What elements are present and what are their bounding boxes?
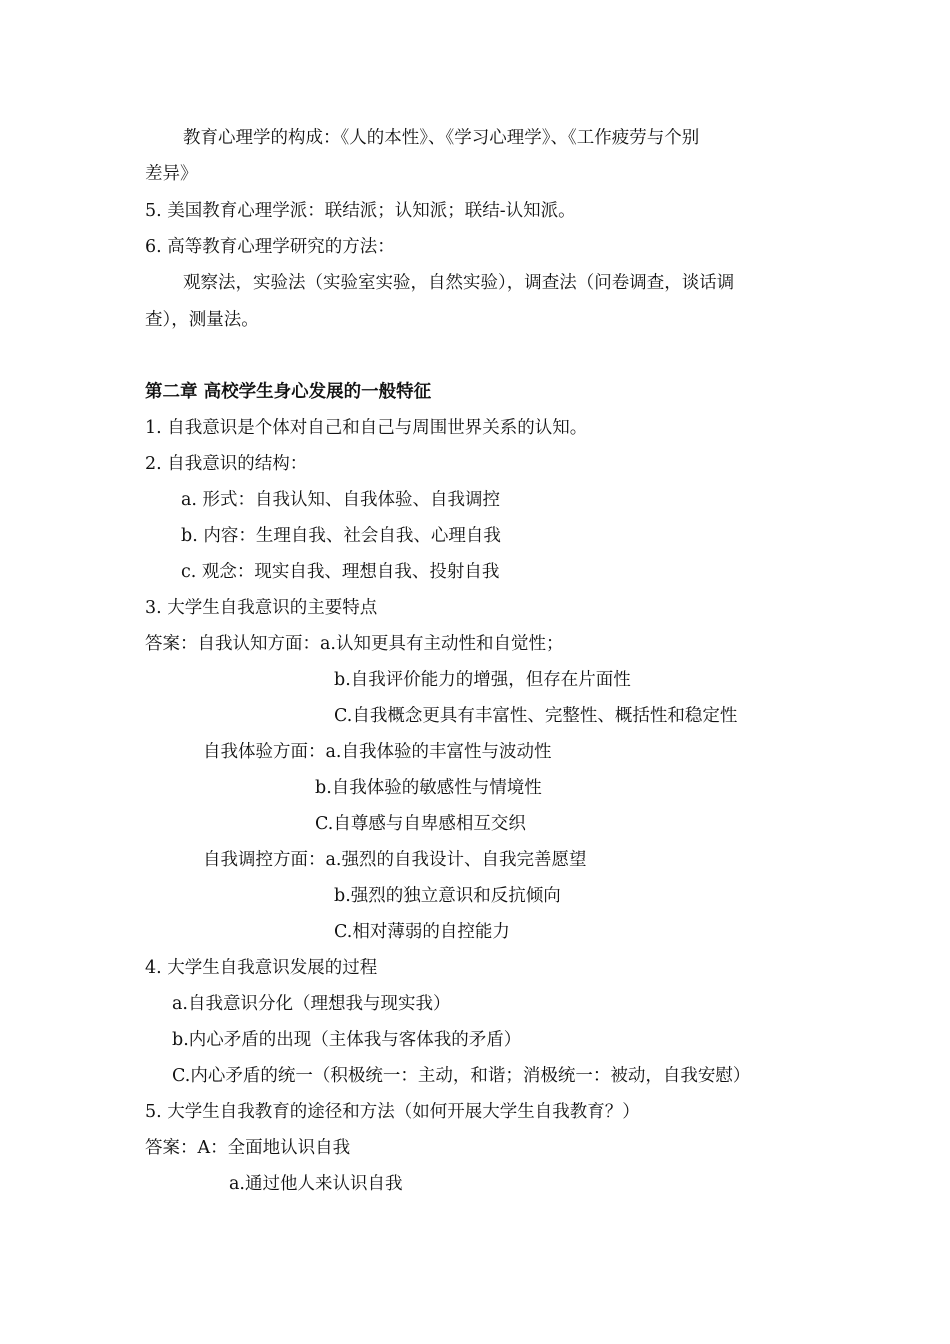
paragraph-line: 教育心理学的构成：《人的本性》、《学习心理学》、《工作疲劳与个别 [183, 128, 700, 148]
list-item: 2. 自我意识的结构： [145, 454, 308, 474]
sub-list-item: c. 观念：现实自我、理想自我、投射自我 [181, 562, 500, 582]
answer-line: C.自我概念更具有丰富性、完整性、概括性和稳定性 [334, 706, 738, 726]
list-item: 4. 大学生自我意识发展的过程 [145, 958, 378, 978]
list-item: 5. 美国教育心理学派：联结派；认知派；联结-认知派。 [145, 201, 576, 221]
sub-list-item: b. 内容：生理自我、社会自我、心理自我 [181, 526, 501, 546]
sub-list-item: a. 形式：自我认知、自我体验、自我调控 [181, 490, 501, 510]
answer-line: b.自我评价能力的增强，但存在片面性 [334, 670, 631, 690]
answer-line: 自我调控方面：a.强烈的自我设计、自我完善愿望 [203, 850, 587, 870]
answer-line: 自我体验方面：a.自我体验的丰富性与波动性 [203, 742, 552, 762]
sub-list-item: b.内心矛盾的出现（主体我与客体我的矛盾） [172, 1030, 522, 1050]
sub-list-item: a.自我意识分化（理想我与现实我） [172, 994, 451, 1014]
list-item: 1. 自我意识是个体对自己和自己与周围世界关系的认知。 [145, 418, 588, 438]
paragraph-line: 观察法，实验法（实验室实验，自然实验），调查法（问卷调查，谈话调 [183, 273, 735, 293]
answer-line: b.自我体验的敏感性与情境性 [315, 778, 542, 798]
paragraph-line: 查），测量法。 [145, 310, 259, 330]
answer-line: 答案：自我认知方面：a.认知更具有主动性和自觉性； [145, 634, 564, 654]
list-item: 5. 大学生自我教育的途径和方法（如何开展大学生自我教育？） [145, 1102, 640, 1122]
chapter-heading: 第二章 高校学生身心发展的一般特征 [145, 382, 432, 402]
answer-line: b.强烈的独立意识和反抗倾向 [334, 886, 561, 906]
list-item: 6. 高等教育心理学研究的方法： [145, 237, 395, 257]
answer-line: a.通过他人来认识自我 [229, 1174, 403, 1194]
answer-line: C.自尊感与自卑感相互交织 [315, 814, 526, 834]
answer-line: 答案：A：全面地认识自我 [145, 1138, 351, 1158]
list-item: 3. 大学生自我意识的主要特点 [145, 598, 378, 618]
paragraph-line: 差异》 [145, 164, 198, 184]
sub-list-item: C.内心矛盾的统一（积极统一：主动，和谐；消极统一：被动，自我安慰） [172, 1066, 751, 1086]
answer-line: C.相对薄弱的自控能力 [334, 922, 510, 942]
